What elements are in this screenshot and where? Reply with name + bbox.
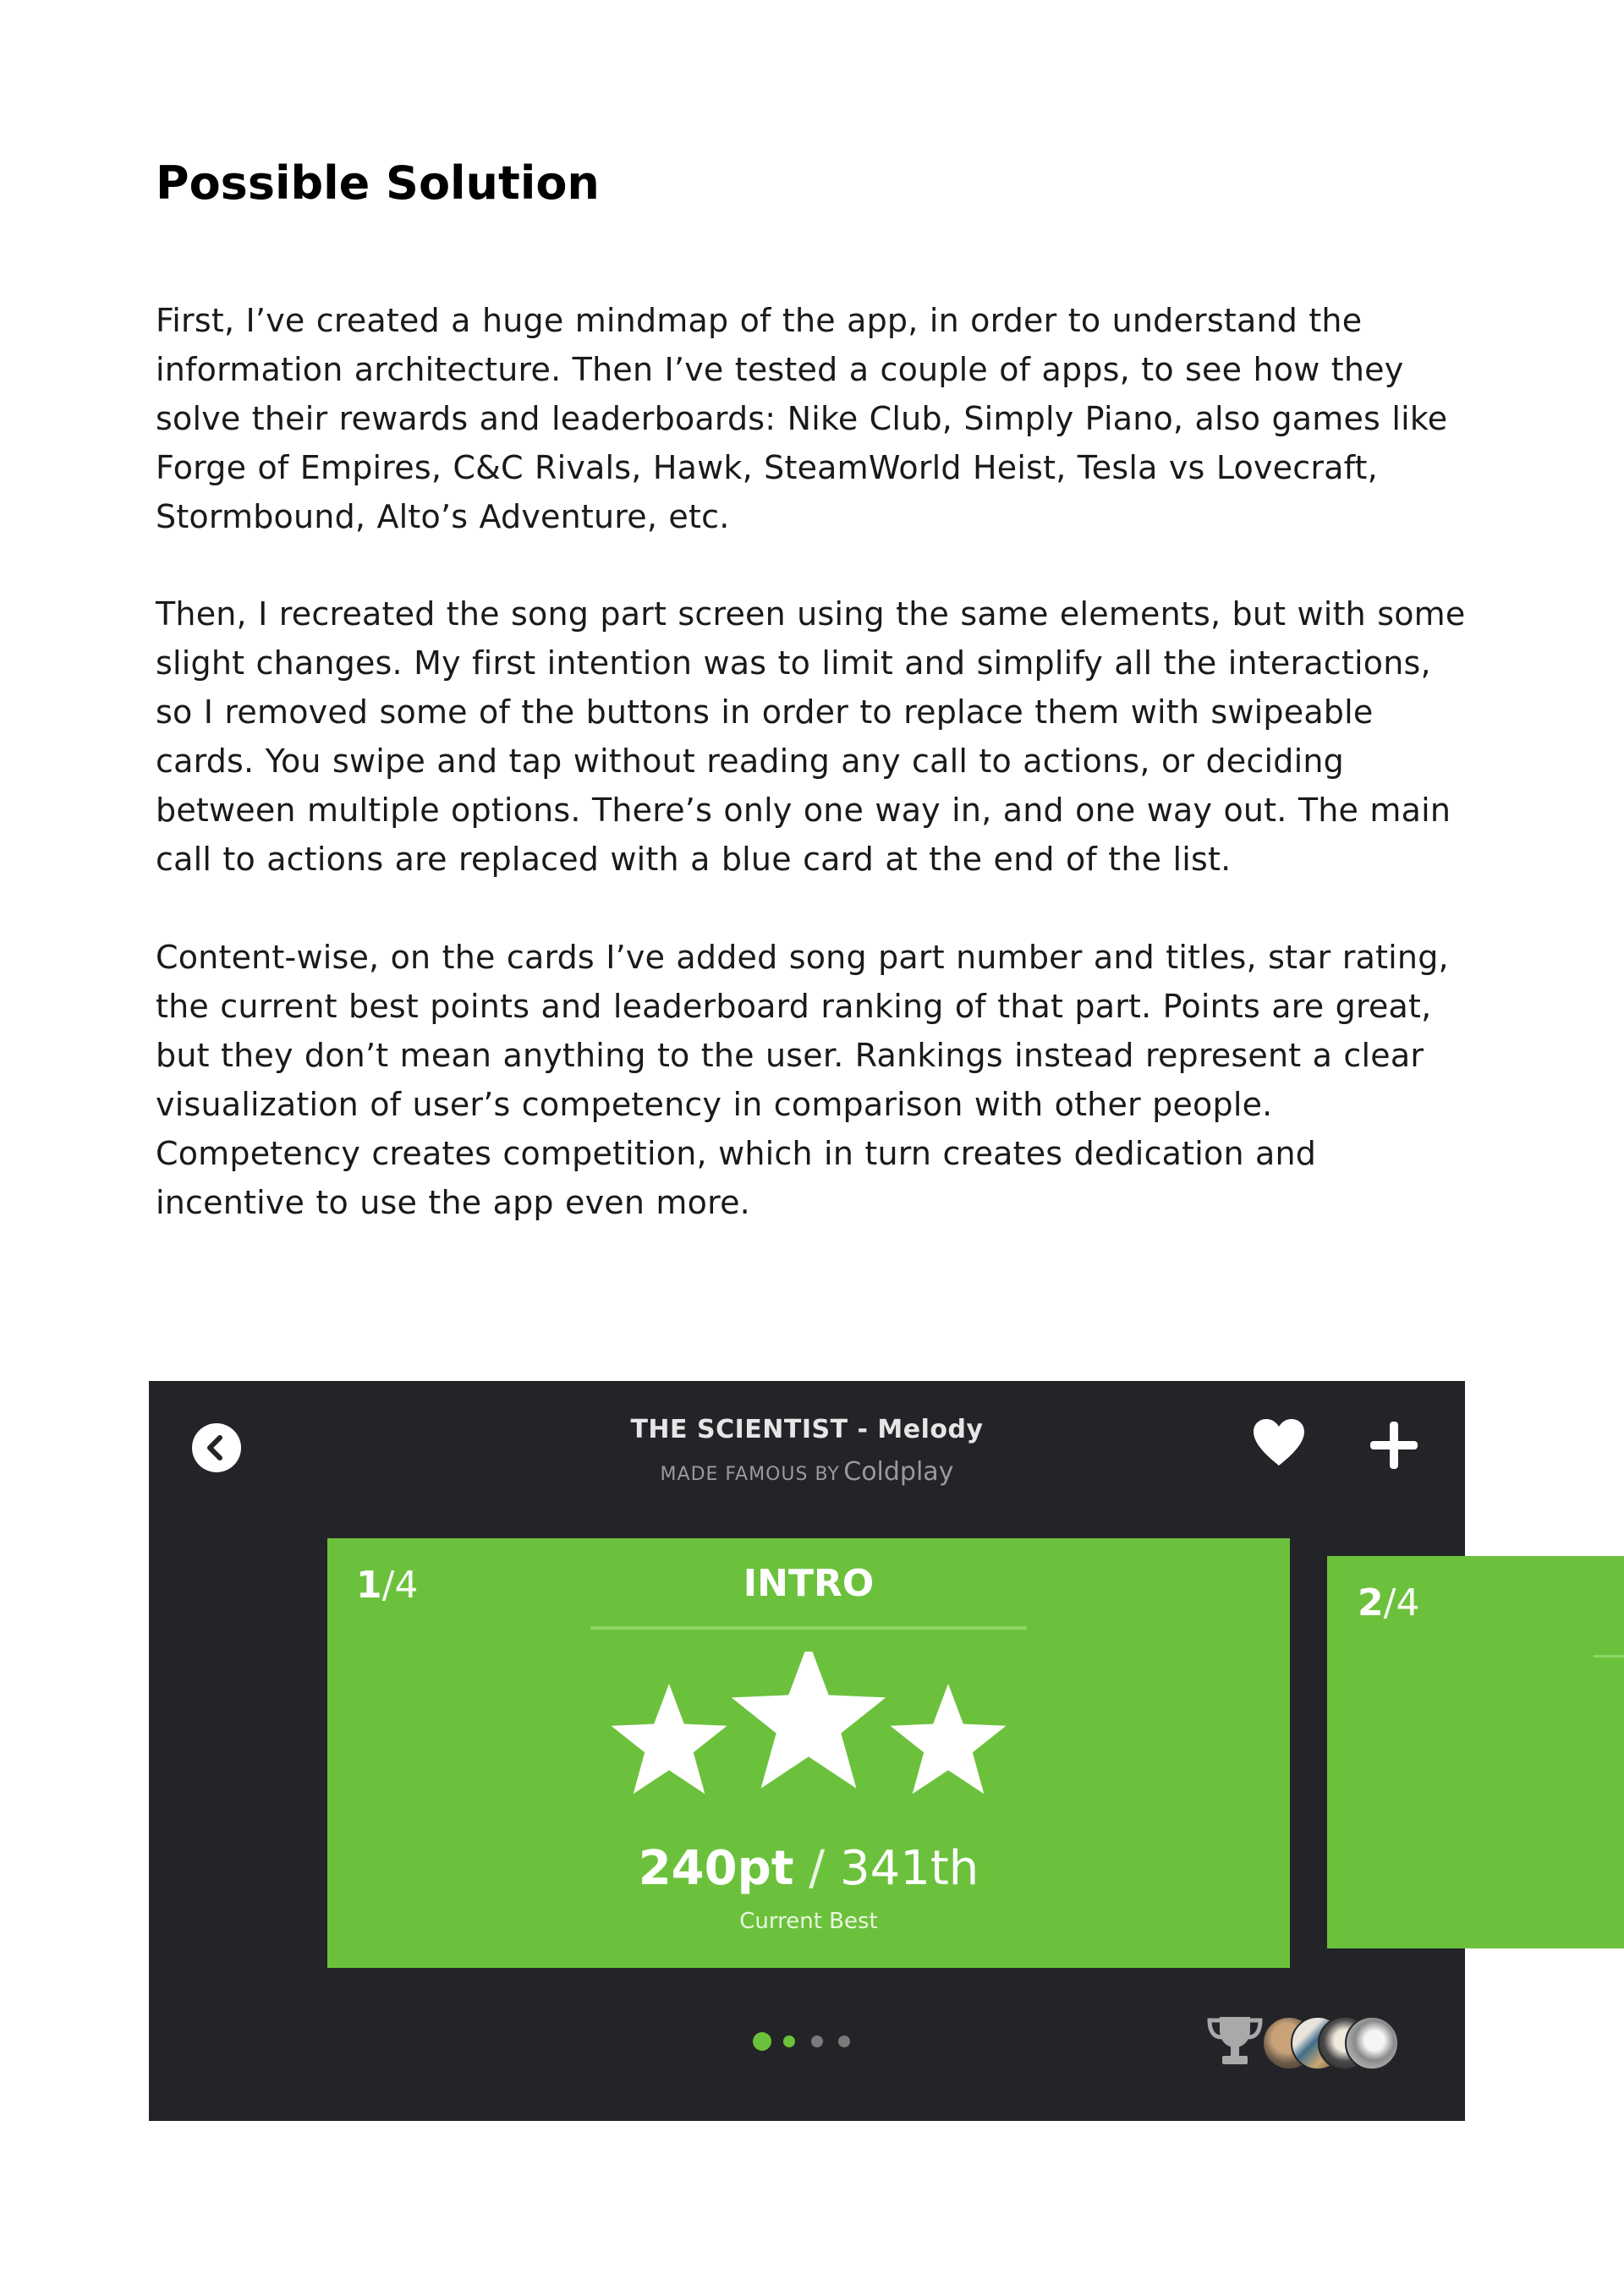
score-separator: / [793,1841,840,1896]
paragraph-content: Content-wise, on the cards I’ve added song part number and titles, star rating, the current best points and leaderboard ranking of that part. Points are great, but they don’t mean anything to the user. Rankings instead represent a clear visualization of user’s competency in comparison with other people. Competency creates competition, which in turn creates dedication and incentive to use the app even more. [156,939,1449,1221]
part-current: 2 [1358,1581,1384,1625]
paragraph-research: First, I’ve created a huge mindmap of the app, in order to understand the information architecture. Then I’ve tested a couple of apps, to see how they solve their rewards and leaderboards: Nike Club, Simply Piano, also games like Forge of Empires, C&C Rivals, Hawk, SteamWorld Heist, Tesla vs Lovecraft, Stormbound, Alto’s Adventure, etc. [156,302,1448,535]
part-total: /4 [1383,1581,1420,1625]
plus-icon[interactable] [1368,1419,1420,1471]
song-part-card-next[interactable] [1327,1556,1465,1948]
song-title: THE SCIENTIST - Melody [630,1415,984,1444]
star-icon [891,1684,1007,1794]
next-card-divider [1594,1655,1624,1658]
paragraph-redesign: Then, I recreated the song part screen using the same elements, but with some slight changes. My first intention was to limit and simplify all the interactions, so I removed some of the buttons in order to replace them with swipeable cards. You swipe and tap without reading any call to actions, or deciding between multiple options. There’s only one way in, and one way out. The main call to actions are replaced with a blue card at the end of the list. [156,595,1466,878]
song-part-screen-mockup [149,1381,1465,2121]
title-divider [590,1626,1027,1630]
page-dot[interactable] [783,2036,795,2047]
page-dot[interactable] [811,2036,823,2047]
next-card-overflow [1465,1556,1624,1948]
page-dot[interactable] [753,2032,771,2051]
part-current: 1 [356,1564,382,1607]
part-number [1358,1581,1419,1625]
best-points: 240pt [638,1841,794,1896]
made-famous-by-label: MADE FAMOUS BY [660,1464,840,1485]
star-icon [732,1652,886,1789]
current-best-label: Current Best [739,1909,878,1934]
leaderboard-rank: 341th [839,1841,979,1896]
trophy-icon[interactable] [1201,2014,1269,2068]
artist-name: Coldplay [843,1457,954,1487]
page-dot[interactable] [838,2036,850,2047]
heart-icon[interactable] [1250,1417,1308,1467]
star-rating [610,1652,1007,1804]
score-line [327,1841,1290,1896]
avatar[interactable] [1345,2016,1399,2070]
star-icon [612,1684,727,1794]
song-part-card[interactable] [327,1538,1290,1968]
part-total: /4 [381,1564,419,1607]
part-title: INTRO [743,1562,875,1605]
page-heading: Possible Solution [156,156,600,210]
